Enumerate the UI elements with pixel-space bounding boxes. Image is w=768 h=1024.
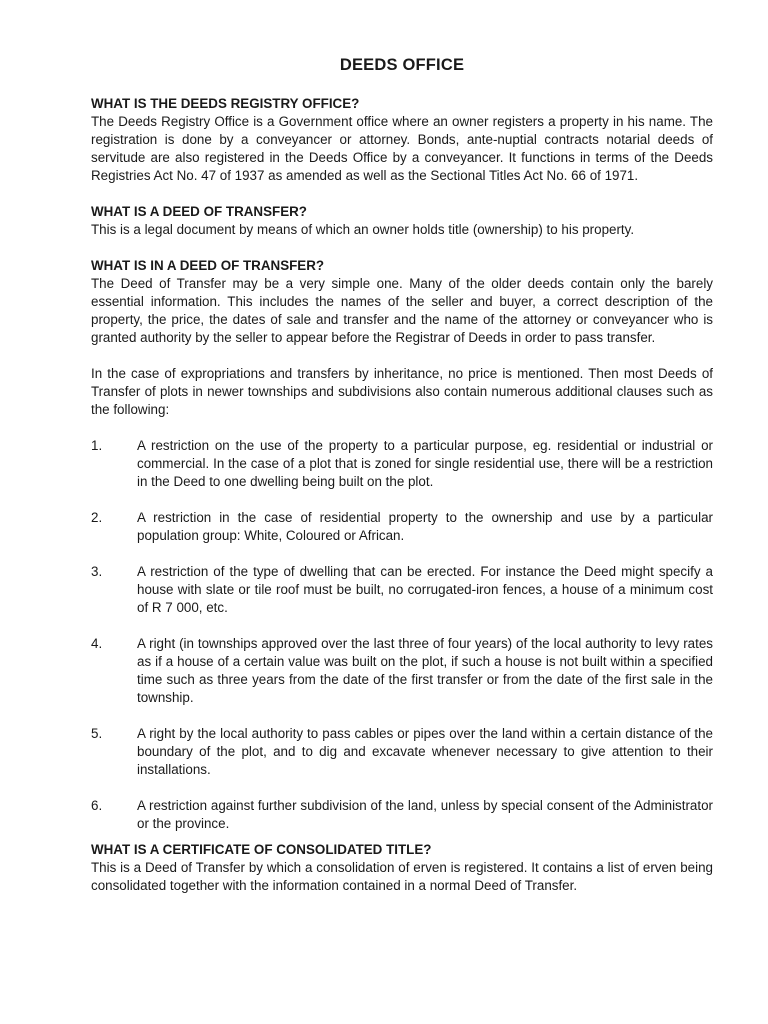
list-item bbox=[91, 725, 713, 779]
paragraph: This is a Deed of Transfer by which a consolidation of erven is registered. It contains a list of erven being consolidated together with the information contained in a normal Deed of Transfer. bbox=[91, 860, 713, 893]
section-in-deed-of-transfer bbox=[91, 257, 713, 833]
list-text: A right (in townships approved over the last three of four years) of the local authority to levy rates as if a house of a certain value was built on the plot, if such a house is not built within a specified time such as three years from the date of the first transfer or from the date of the first sale in the township. bbox=[137, 636, 713, 705]
page-title: DEEDS OFFICE bbox=[339, 56, 465, 74]
clause-list bbox=[91, 437, 713, 833]
list-text: A restriction against further subdivision of the land, unless by special consent of the Administrator or the province. bbox=[137, 798, 713, 831]
list-text: A right by the local authority to pass cables or pipes over the land within a certain distance of the boundary of the plot, and to dig and excavate whenever necessary to give attention to their installations. bbox=[137, 726, 713, 777]
section-heading: WHAT IS THE DEEDS REGISTRY OFFICE? bbox=[91, 96, 360, 111]
list-item bbox=[91, 563, 713, 617]
paragraph: The Deeds Registry Office is a Government office where an owner registers a property in his name. The registration is done by a conveyancer or attorney. Bonds, ante-nuptial contracts notarial deeds of servitude are also registered in the Deeds Office by a conveyancer. It functions in terms of the Deeds Registries Act No. 47 of 1937 as amended as well as the Sectional Titles Act No. 66 of 1971. bbox=[91, 114, 713, 183]
section-deed-of-transfer bbox=[91, 203, 713, 239]
paragraph: This is a legal document by means of which an owner holds title (ownership) to his property. bbox=[91, 222, 635, 237]
list-text: A restriction in the case of residential property to the ownership and use by a particular population group: White, Coloured or African. bbox=[137, 510, 713, 543]
section-heading: WHAT IS A DEED OF TRANSFER? bbox=[91, 204, 307, 219]
section-deeds-registry-office bbox=[91, 95, 713, 185]
paragraph: In the case of expropriations and transfers by inheritance, no price is mentioned. Then most Deeds of Transfer of plots in newer townships and subdivisions also contain numerous additional clauses such as the following: bbox=[91, 366, 713, 417]
list-number: 1. bbox=[91, 438, 103, 453]
section-heading: WHAT IS A CERTIFICATE OF CONSOLIDATED TITLE? bbox=[91, 842, 432, 857]
list-item bbox=[91, 437, 713, 491]
list-number: 2. bbox=[91, 510, 103, 525]
list-number: 3. bbox=[91, 564, 103, 579]
list-text: A restriction on the use of the property to a particular purpose, eg. residential or industrial or commercial. In the case of a plot that is zoned for single residential use, there will be a restriction in the Deed to one dwelling being built on the plot. bbox=[137, 438, 713, 489]
list-item bbox=[91, 797, 713, 833]
list-number: 4. bbox=[91, 636, 103, 651]
list-text: A restriction of the type of dwelling that can be erected. For instance the Deed might specify a house with slate or tile roof must be built, no corrugated-iron fences, a house of a minimum cost of R 7 000, etc. bbox=[137, 564, 713, 615]
section-certificate-consolidated-title bbox=[91, 841, 713, 895]
list-item bbox=[91, 635, 713, 707]
list-number: 6. bbox=[91, 798, 103, 813]
list-number: 5. bbox=[91, 726, 103, 741]
list-item bbox=[91, 509, 713, 545]
section-heading: WHAT IS IN A DEED OF TRANSFER? bbox=[91, 258, 325, 273]
paragraph: The Deed of Transfer may be a very simple one. Many of the older deeds contain only the barely essential information. This includes the names of the seller and buyer, a correct description of the property, the price, the dates of sale and transfer and the name of the attorney or conveyancer who is granted authority by the seller to appear before the Registrar of Deeds in order to pass transfer. bbox=[91, 276, 713, 345]
document-page bbox=[91, 56, 713, 895]
